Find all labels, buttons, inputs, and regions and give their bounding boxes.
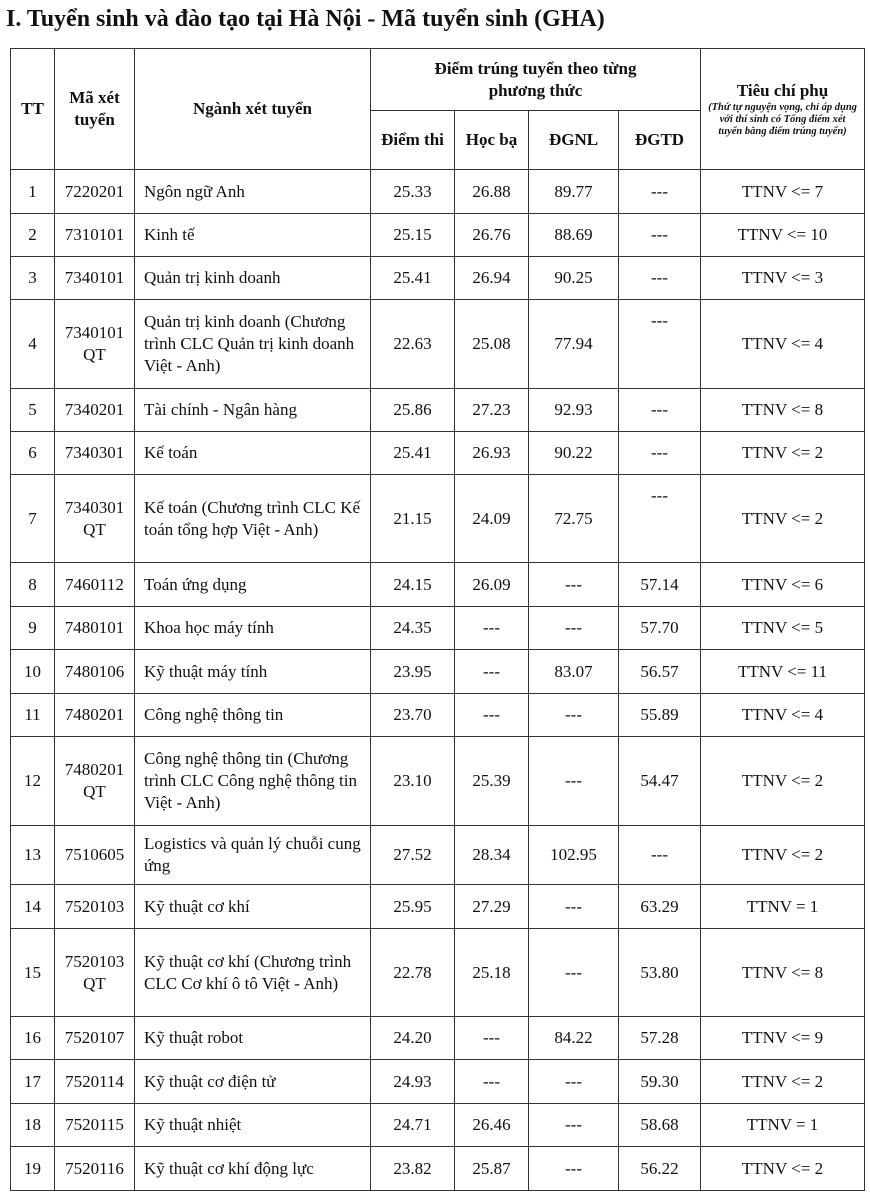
cell-dgtd: 55.89 — [619, 694, 701, 737]
cell-tieu-chi: TTNV <= 2 — [701, 826, 865, 885]
table-row — [11, 563, 865, 607]
cell-tieu-chi: TTNV <= 8 — [701, 929, 865, 1017]
cell-nganh: Kỹ thuật cơ khí (Chương trình CLC Cơ khí ô tô Việt - Anh) — [135, 929, 371, 1017]
table-row — [11, 257, 865, 300]
cell-tieu-chi: TTNV <= 2 — [701, 1060, 865, 1104]
cell-tt: 14 — [11, 885, 55, 929]
cell-dgnl: --- — [529, 607, 619, 650]
cell-tt: 13 — [11, 826, 55, 885]
cell-dgnl: --- — [529, 694, 619, 737]
table-row — [11, 475, 865, 563]
cell-hoc-ba: --- — [455, 1017, 529, 1060]
cell-hoc-ba: 26.93 — [455, 432, 529, 475]
cell-ma-xet-tuyen: 7340101 — [55, 257, 135, 300]
cell-dgnl: 90.25 — [529, 257, 619, 300]
header-dgnl: ĐGNL — [529, 111, 619, 170]
cell-diem-thi: 25.41 — [371, 432, 455, 475]
cell-nganh: Tài chính - Ngân hàng — [135, 389, 371, 432]
cell-ma-xet-tuyen: 7220201 — [55, 170, 135, 214]
cell-tt: 6 — [11, 432, 55, 475]
cell-dgtd: --- — [619, 432, 701, 475]
cell-hoc-ba: 27.29 — [455, 885, 529, 929]
cell-dgtd: --- — [619, 475, 701, 563]
cell-hoc-ba: --- — [455, 607, 529, 650]
cell-ma-xet-tuyen: 7520103 — [55, 885, 135, 929]
cell-diem-thi: 23.95 — [371, 650, 455, 694]
cell-dgnl: --- — [529, 1060, 619, 1104]
cell-nganh: Kỹ thuật cơ điện tử — [135, 1060, 371, 1104]
cell-dgtd: --- — [619, 214, 701, 257]
table-row — [11, 885, 865, 929]
cell-diem-thi: 23.70 — [371, 694, 455, 737]
cell-tieu-chi: TTNV <= 3 — [701, 257, 865, 300]
table-row — [11, 214, 865, 257]
cell-diem-thi: 25.95 — [371, 885, 455, 929]
cell-diem-thi: 24.93 — [371, 1060, 455, 1104]
cell-tt: 12 — [11, 737, 55, 826]
cell-tt: 17 — [11, 1060, 55, 1104]
cell-nganh: Công nghệ thông tin (Chương trình CLC Công nghệ thông tin Việt - Anh) — [135, 737, 371, 826]
cell-hoc-ba: 26.88 — [455, 170, 529, 214]
header-tieu-chi-phu — [701, 49, 865, 170]
cell-ma-xet-tuyen: 7480201 QT — [55, 737, 135, 826]
cell-dgtd: 53.80 — [619, 929, 701, 1017]
cell-dgnl: 92.93 — [529, 389, 619, 432]
cell-hoc-ba: 26.09 — [455, 563, 529, 607]
cell-dgtd: 57.70 — [619, 607, 701, 650]
cell-tt: 9 — [11, 607, 55, 650]
cell-nganh: Kỹ thuật máy tính — [135, 650, 371, 694]
cell-ma-xet-tuyen: 7510605 — [55, 826, 135, 885]
cell-nganh: Khoa học máy tính — [135, 607, 371, 650]
cell-diem-thi: 21.15 — [371, 475, 455, 563]
cell-dgnl: 88.69 — [529, 214, 619, 257]
cell-tieu-chi: TTNV <= 2 — [701, 1147, 865, 1191]
cell-dgtd: 56.57 — [619, 650, 701, 694]
table-row — [11, 737, 865, 826]
cell-ma-xet-tuyen: 7340301 QT — [55, 475, 135, 563]
cell-dgtd: 58.68 — [619, 1104, 701, 1147]
cell-ma-xet-tuyen: 7310101 — [55, 214, 135, 257]
table-row — [11, 1060, 865, 1104]
cell-diem-thi: 24.35 — [371, 607, 455, 650]
cell-tieu-chi: TTNV <= 5 — [701, 607, 865, 650]
cell-tt: 5 — [11, 389, 55, 432]
header-dgtd: ĐGTD — [619, 111, 701, 170]
cell-diem-thi: 24.15 — [371, 563, 455, 607]
cell-nganh: Kỹ thuật cơ khí động lực — [135, 1147, 371, 1191]
header-ma-xet-tuyen: Mã xét tuyển — [55, 49, 135, 170]
cell-dgnl: --- — [529, 563, 619, 607]
cell-ma-xet-tuyen: 7340201 — [55, 389, 135, 432]
cell-tieu-chi: TTNV <= 2 — [701, 737, 865, 826]
cell-ma-xet-tuyen: 7480101 — [55, 607, 135, 650]
cell-tieu-chi: TTNV = 1 — [701, 885, 865, 929]
cell-nganh: Kỹ thuật cơ khí — [135, 885, 371, 929]
cell-tieu-chi: TTNV <= 4 — [701, 300, 865, 389]
cell-diem-thi: 25.15 — [371, 214, 455, 257]
cell-nganh: Kỹ thuật robot — [135, 1017, 371, 1060]
cell-diem-thi: 27.52 — [371, 826, 455, 885]
cell-hoc-ba: 26.94 — [455, 257, 529, 300]
cell-nganh: Kinh tế — [135, 214, 371, 257]
cell-hoc-ba: 25.08 — [455, 300, 529, 389]
cell-hoc-ba: 27.23 — [455, 389, 529, 432]
cell-hoc-ba: 26.46 — [455, 1104, 529, 1147]
cell-tieu-chi: TTNV = 1 — [701, 1104, 865, 1147]
cell-hoc-ba: 24.09 — [455, 475, 529, 563]
cell-dgnl: 84.22 — [529, 1017, 619, 1060]
cell-tieu-chi: TTNV <= 11 — [701, 650, 865, 694]
cell-hoc-ba: --- — [455, 1060, 529, 1104]
cell-ma-xet-tuyen: 7520107 — [55, 1017, 135, 1060]
table-row — [11, 650, 865, 694]
admission-scores-table — [10, 48, 865, 1191]
cell-tieu-chi: TTNV <= 10 — [701, 214, 865, 257]
table-row — [11, 1147, 865, 1191]
cell-tt: 10 — [11, 650, 55, 694]
cell-hoc-ba: 25.39 — [455, 737, 529, 826]
cell-dgtd: --- — [619, 826, 701, 885]
table-row — [11, 432, 865, 475]
cell-tieu-chi: TTNV <= 6 — [701, 563, 865, 607]
cell-nganh: Ngôn ngữ Anh — [135, 170, 371, 214]
cell-tieu-chi: TTNV <= 2 — [701, 432, 865, 475]
cell-ma-xet-tuyen: 7480106 — [55, 650, 135, 694]
cell-ma-xet-tuyen: 7520103 QT — [55, 929, 135, 1017]
cell-hoc-ba: --- — [455, 650, 529, 694]
cell-nganh: Toán ứng dụng — [135, 563, 371, 607]
cell-diem-thi: 24.71 — [371, 1104, 455, 1147]
cell-dgnl: --- — [529, 737, 619, 826]
cell-hoc-ba: 28.34 — [455, 826, 529, 885]
cell-diem-thi: 25.41 — [371, 257, 455, 300]
table-row — [11, 826, 865, 885]
cell-nganh: Công nghệ thông tin — [135, 694, 371, 737]
cell-dgtd: --- — [619, 170, 701, 214]
cell-hoc-ba: 25.87 — [455, 1147, 529, 1191]
cell-diem-thi: 25.86 — [371, 389, 455, 432]
table-row — [11, 389, 865, 432]
cell-tieu-chi: TTNV <= 9 — [701, 1017, 865, 1060]
table-row — [11, 694, 865, 737]
cell-tieu-chi: TTNV <= 8 — [701, 389, 865, 432]
cell-dgtd: --- — [619, 389, 701, 432]
header-tieu-chi-phu-label: Tiêu chí phụ — [736, 81, 829, 100]
cell-diem-thi: 22.78 — [371, 929, 455, 1017]
cell-dgtd: --- — [619, 257, 701, 300]
cell-dgnl: --- — [529, 885, 619, 929]
cell-tt: 8 — [11, 563, 55, 607]
cell-ma-xet-tuyen: 7460112 — [55, 563, 135, 607]
cell-nganh: Kế toán (Chương trình CLC Kế toán tổng hợp Việt - Anh) — [135, 475, 371, 563]
cell-ma-xet-tuyen: 7520114 — [55, 1060, 135, 1104]
cell-hoc-ba: 26.76 — [455, 214, 529, 257]
table-row — [11, 1104, 865, 1147]
header-tt: TT — [11, 49, 55, 170]
cell-ma-xet-tuyen: 7520116 — [55, 1147, 135, 1191]
table-body — [11, 170, 865, 1191]
cell-tieu-chi: TTNV <= 7 — [701, 170, 865, 214]
cell-hoc-ba: --- — [455, 694, 529, 737]
cell-dgtd: 54.47 — [619, 737, 701, 826]
cell-dgnl: 90.22 — [529, 432, 619, 475]
cell-nganh: Logistics và quản lý chuỗi cung ứng — [135, 826, 371, 885]
header-diem-trung-tuyen: Điểm trúng tuyển theo từng phương thức — [371, 49, 701, 111]
page-title: I. Tuyển sinh và đào tạo tại Hà Nội - Mã tuyển sinh (GHA) — [6, 6, 605, 32]
cell-nganh: Quản trị kinh doanh (Chương trình CLC Quản trị kinh doanh Việt - Anh) — [135, 300, 371, 389]
header-diem-thi: Điểm thi — [371, 111, 455, 170]
cell-dgtd: 57.14 — [619, 563, 701, 607]
header-nganh-xet-tuyen: Ngành xét tuyển — [135, 49, 371, 170]
table-row — [11, 929, 865, 1017]
cell-tieu-chi: TTNV <= 2 — [701, 475, 865, 563]
cell-tt: 11 — [11, 694, 55, 737]
cell-dgtd: 56.22 — [619, 1147, 701, 1191]
cell-tieu-chi: TTNV <= 4 — [701, 694, 865, 737]
cell-tt: 2 — [11, 214, 55, 257]
cell-tt: 1 — [11, 170, 55, 214]
cell-tt: 7 — [11, 475, 55, 563]
cell-ma-xet-tuyen: 7480201 — [55, 694, 135, 737]
header-tieu-chi-phu-note: (Thứ tự nguyện vọng, chỉ áp dụng với thí sinh có Tổng điểm xét tuyển bằng điểm trúng tuyển) — [708, 102, 857, 137]
cell-diem-thi: 23.82 — [371, 1147, 455, 1191]
cell-ma-xet-tuyen: 7520115 — [55, 1104, 135, 1147]
cell-tt: 4 — [11, 300, 55, 389]
cell-dgtd: 59.30 — [619, 1060, 701, 1104]
cell-dgnl: 83.07 — [529, 650, 619, 694]
table-row — [11, 1017, 865, 1060]
table-row — [11, 607, 865, 650]
cell-diem-thi: 22.63 — [371, 300, 455, 389]
table-row — [11, 170, 865, 214]
cell-dgnl: --- — [529, 1147, 619, 1191]
cell-tt: 19 — [11, 1147, 55, 1191]
cell-dgnl: --- — [529, 929, 619, 1017]
cell-dgnl: 72.75 — [529, 475, 619, 563]
cell-dgtd: 57.28 — [619, 1017, 701, 1060]
cell-dgnl: 77.94 — [529, 300, 619, 389]
cell-tt: 15 — [11, 929, 55, 1017]
cell-nganh: Kế toán — [135, 432, 371, 475]
cell-dgnl: 102.95 — [529, 826, 619, 885]
header-hoc-ba: Học bạ — [455, 111, 529, 170]
cell-nganh: Kỹ thuật nhiệt — [135, 1104, 371, 1147]
cell-diem-thi: 24.20 — [371, 1017, 455, 1060]
cell-tt: 3 — [11, 257, 55, 300]
cell-ma-xet-tuyen: 7340101 QT — [55, 300, 135, 389]
cell-dgtd: 63.29 — [619, 885, 701, 929]
cell-diem-thi: 25.33 — [371, 170, 455, 214]
cell-dgtd: --- — [619, 300, 701, 389]
cell-tt: 16 — [11, 1017, 55, 1060]
cell-ma-xet-tuyen: 7340301 — [55, 432, 135, 475]
cell-hoc-ba: 25.18 — [455, 929, 529, 1017]
cell-dgnl: --- — [529, 1104, 619, 1147]
table-row — [11, 300, 865, 389]
cell-dgnl: 89.77 — [529, 170, 619, 214]
cell-diem-thi: 23.10 — [371, 737, 455, 826]
cell-tt: 18 — [11, 1104, 55, 1147]
cell-nganh: Quản trị kinh doanh — [135, 257, 371, 300]
